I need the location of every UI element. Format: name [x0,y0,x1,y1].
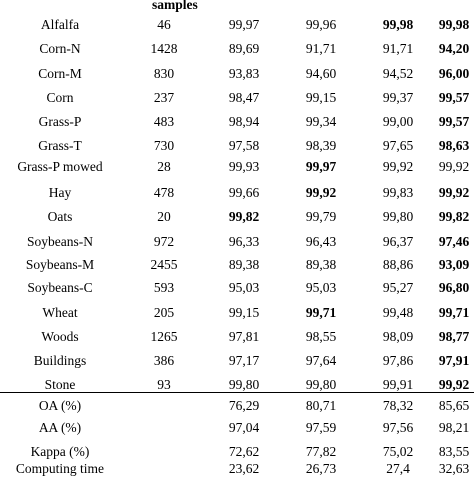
method4-cell: 99,57 [438,114,470,129]
samples-cell: 2455 [150,257,178,272]
samples-cell: 1428 [150,41,178,56]
method2-cell: 99,92 [305,185,337,200]
metric-name-cell: AA (%) [38,420,82,435]
method1-cell: 97,17 [228,353,260,368]
class-name-cell: Soybeans-N [27,234,93,249]
method4-cell: 32,63 [438,461,470,476]
method4-cell: 99,82 [438,209,470,224]
method4-cell: 99,71 [438,305,470,320]
class-name-cell: Stone [44,377,76,392]
method1-cell: 76,29 [228,398,260,413]
class-name-cell: Alfalfa [40,17,80,32]
method1-cell: 98,94 [228,114,260,129]
method3-cell: 78,32 [382,398,414,413]
samples-cell: 830 [153,66,175,81]
class-name-cell: Corn [46,90,74,105]
samples-cell: 46 [157,17,171,32]
method3-cell: 99,91 [382,377,414,392]
method1-cell: 97,58 [228,138,260,153]
method4-cell: 96,80 [438,280,470,295]
method2-cell: 26,73 [305,461,337,476]
method3-cell: 75,02 [382,444,414,459]
samples-cell: 478 [153,185,175,200]
method1-cell: 93,83 [228,66,260,81]
method2-cell: 97,64 [305,353,337,368]
method1-cell: 96,33 [228,234,260,249]
method1-cell: 89,69 [228,41,260,56]
method2-cell: 91,71 [305,41,337,56]
method3-cell: 97,56 [382,420,414,435]
method2-cell: 99,96 [305,17,337,32]
method4-cell: 97,46 [438,234,470,249]
method1-cell: 99,93 [228,159,260,174]
class-name-cell: Oats [47,209,73,224]
class-name-cell: Wheat [42,305,78,320]
method1-cell: 95,03 [228,280,260,295]
method2-cell: 96,43 [305,234,337,249]
method4-cell: 99,57 [438,90,470,105]
class-name-cell: Buildings [33,353,87,368]
method3-cell: 97,86 [382,353,414,368]
method3-cell: 94,52 [382,66,414,81]
method2-cell: 95,03 [305,280,337,295]
class-name-cell: Soybeans-M [25,257,95,272]
method3-cell: 99,00 [382,114,414,129]
method4-cell: 99,98 [438,17,470,32]
method4-cell: 99,92 [438,159,470,174]
metric-name-cell: Computing time [15,461,105,476]
method4-cell: 99,92 [438,185,470,200]
method3-cell: 99,83 [382,185,414,200]
class-name-cell: Soybeans-C [27,280,93,295]
method3-cell: 96,37 [382,234,414,249]
method4-cell: 85,65 [438,398,470,413]
method2-cell: 98,55 [305,329,337,344]
method3-cell: 97,65 [382,138,414,153]
method2-cell: 77,82 [305,444,337,459]
method1-cell: 89,38 [228,257,260,272]
method3-cell: 99,48 [382,305,414,320]
samples-cell: 205 [153,305,175,320]
method1-cell: 98,47 [228,90,260,105]
class-name-cell: Hay [48,185,72,200]
method1-cell: 72,62 [228,444,260,459]
samples-cell: 20 [157,209,171,224]
samples-cell: 28 [157,159,171,174]
class-name-cell: Corn-N [39,41,81,56]
samples-cell: 483 [153,114,175,129]
method2-cell: 99,79 [305,209,337,224]
method1-cell: 97,81 [228,329,260,344]
method2-cell: 99,71 [305,305,337,320]
samples-cell: 1265 [150,329,178,344]
method2-cell: 99,15 [305,90,337,105]
method3-cell: 88,86 [382,257,414,272]
method4-cell: 83,55 [438,444,470,459]
metric-name-cell: Kappa (%) [30,444,90,459]
method4-cell: 99,92 [438,377,470,392]
samples-cell: 237 [153,90,175,105]
method4-cell: 96,00 [438,66,470,81]
method3-cell: 91,71 [382,41,414,56]
method3-cell: 99,98 [382,17,414,32]
samples-cell: 93 [157,377,171,392]
method1-cell: 23,62 [228,461,260,476]
class-name-cell: Grass-T [38,138,82,153]
method2-cell: 97,59 [305,420,337,435]
method4-cell: 94,20 [438,41,470,56]
method4-cell: 98,63 [438,138,470,153]
method1-cell: 99,80 [228,377,260,392]
method1-cell: 99,97 [228,17,260,32]
method2-cell: 89,38 [305,257,337,272]
table-rule [0,392,474,393]
metric-name-cell: OA (%) [38,398,82,413]
method2-cell: 94,60 [305,66,337,81]
method4-cell: 97,91 [438,353,470,368]
method1-cell: 99,15 [228,305,260,320]
method4-cell: 98,77 [438,329,470,344]
method2-cell: 99,80 [305,377,337,392]
samples-cell: 593 [153,280,175,295]
method1-cell: 99,82 [228,209,260,224]
method3-cell: 99,92 [382,159,414,174]
method3-cell: 99,80 [382,209,414,224]
class-name-cell: Grass-P [38,114,82,129]
samples-header: samples [152,0,198,12]
method2-cell: 99,97 [305,159,337,174]
class-name-cell: Woods [41,329,79,344]
samples-cell: 386 [153,353,175,368]
method3-cell: 27,4 [386,461,410,476]
method3-cell: 99,37 [382,90,414,105]
method1-cell: 99,66 [228,185,260,200]
class-name-cell: Corn-M [38,66,82,81]
method2-cell: 99,34 [305,114,337,129]
samples-cell: 730 [153,138,175,153]
method3-cell: 98,09 [382,329,414,344]
class-name-cell: Grass-P mowed [17,159,103,174]
method3-cell: 95,27 [382,280,414,295]
method2-cell: 98,39 [305,138,337,153]
method1-cell: 97,04 [228,420,260,435]
samples-cell: 972 [153,234,175,249]
method4-cell: 98,21 [438,420,470,435]
method2-cell: 80,71 [305,398,337,413]
method4-cell: 93,09 [438,257,470,272]
